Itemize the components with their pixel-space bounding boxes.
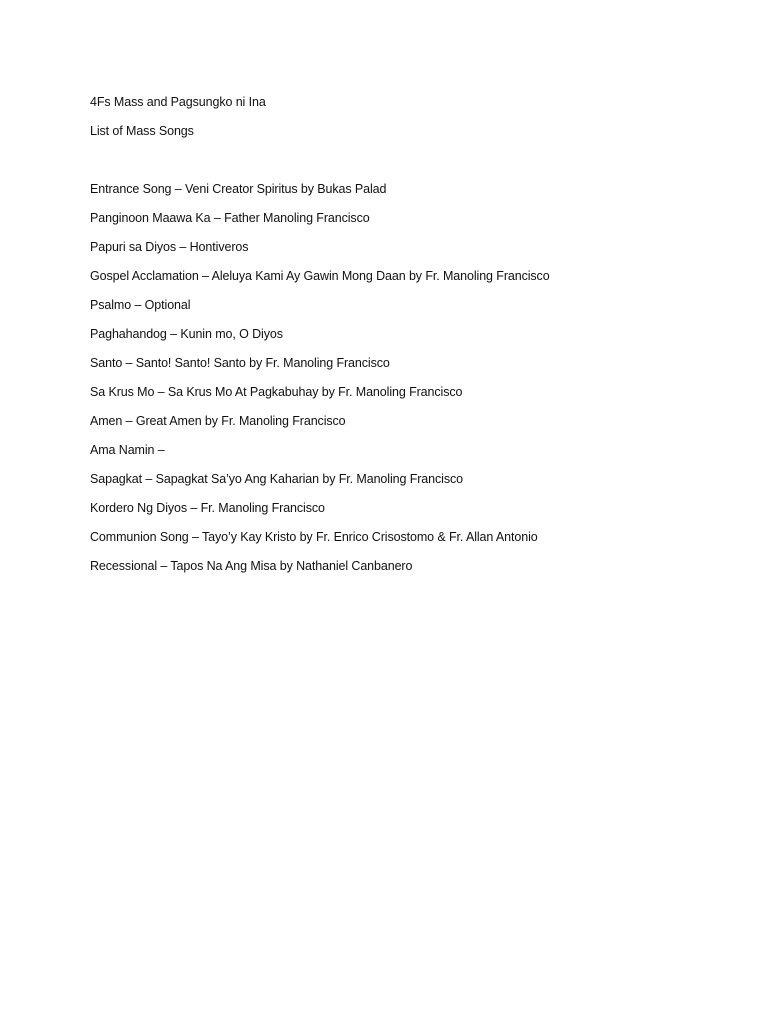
song-item: Ama Namin – [90, 443, 165, 457]
song-item: Papuri sa Diyos – Hontiveros [90, 240, 249, 254]
song-item: Recessional – Tapos Na Ang Misa by Nathaniel Canbanero [90, 559, 413, 573]
song-item: Kordero Ng Diyos – Fr. Manoling Francisco [90, 501, 325, 515]
song-item: Panginoon Maawa Ka – Father Manoling Francisco [90, 211, 370, 225]
song-item: Amen – Great Amen by Fr. Manoling Francisco [90, 414, 346, 428]
song-item: Sapagkat – Sapagkat Sa’yo Ang Kaharian by Fr. Manoling Francisco [90, 472, 463, 486]
song-item: Psalmo – Optional [90, 298, 191, 312]
song-item: Sa Krus Mo – Sa Krus Mo At Pagkabuhay by Fr. Manoling Francisco [90, 385, 463, 399]
song-list [90, 180, 730, 575]
song-item: Gospel Acclamation – Aleluya Kami Ay Gawin Mong Daan by Fr. Manoling Francisco [90, 269, 550, 283]
song-item: Communion Song – Tayo’y Kay Kristo by Fr. Enrico Crisostomo & Fr. Allan Antonio [90, 530, 538, 544]
document-content [90, 93, 730, 586]
document-title: 4Fs Mass and Pagsungko ni Ina [90, 95, 266, 109]
song-item: Paghahandog – Kunin mo, O Diyos [90, 327, 283, 341]
song-item: Entrance Song – Veni Creator Spiritus by Bukas Palad [90, 182, 387, 196]
song-item: Santo – Santo! Santo! Santo by Fr. Manoling Francisco [90, 356, 390, 370]
document-subtitle: List of Mass Songs [90, 124, 194, 138]
blank-line [90, 151, 730, 180]
